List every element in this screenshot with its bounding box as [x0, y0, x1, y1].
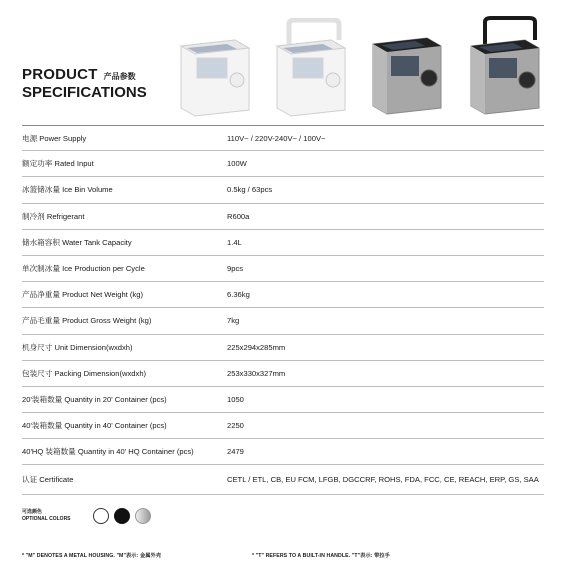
spec-row	[22, 465, 544, 495]
spec-row	[22, 335, 544, 361]
spec-row	[22, 177, 544, 203]
spec-label: 储水箱容积 Water Tank Capacity	[22, 237, 132, 247]
spec-value: 2479	[227, 447, 244, 457]
spec-label: 制冷剂 Refrigerant	[22, 211, 85, 221]
spec-row	[22, 282, 544, 308]
spec-value: 1050	[227, 394, 244, 404]
spec-value: 110V~ / 220V-240V~ / 100V~	[227, 133, 326, 143]
spec-label: 产品净重量 Product Net Weight (kg)	[22, 290, 143, 300]
footnote-built-in-handle: * "T" REFERS TO A BUILT-IN HANDLE. "T"表示: 带拉手	[252, 553, 390, 559]
spec-row	[22, 125, 544, 151]
title-product: PRODUCT	[22, 66, 98, 83]
ice-maker-white-handle-image	[271, 18, 351, 118]
ice-maker-silver-image	[367, 30, 447, 116]
spec-value: 7kg	[227, 316, 240, 326]
optional-colors-cn: 可选颜色	[22, 509, 43, 515]
spec-label: 认证 Certificate	[22, 475, 74, 485]
spec-row	[22, 151, 544, 177]
spec-table	[22, 125, 544, 495]
spec-label: 产品毛重量 Product Gross Weight (kg)	[22, 316, 152, 326]
title-cn: 产品参数	[103, 72, 136, 81]
ice-maker-white-image	[175, 36, 253, 118]
footnote-metal-housing: * "M" DENOTES A METAL HOUSING. "M"表示: 金属外壳	[22, 553, 162, 559]
product-images	[175, 14, 550, 114]
spec-value: 1.4L	[227, 237, 242, 247]
spec-row	[22, 308, 544, 334]
spec-label: 单次制冰量 Ice Production per Cycle	[22, 264, 145, 274]
title-specifications: SPECIFICATIONS	[22, 84, 147, 101]
spec-row	[22, 204, 544, 230]
spec-value: R600a	[227, 211, 250, 221]
spec-value: 253x330x327mm	[227, 368, 286, 378]
spec-label: 20'装箱数量 Quantity in 20' Container (pcs)	[22, 394, 167, 404]
spec-label: 包装尺寸 Packing Dimension(wxdxh)	[22, 368, 147, 378]
spec-row	[22, 230, 544, 256]
spec-header	[22, 66, 147, 101]
optional-colors-label	[22, 509, 88, 523]
spec-label: 40'装箱数量 Quantity in 40' Container (pcs)	[22, 421, 167, 431]
spec-value: 6.36kg	[227, 290, 250, 300]
spec-label: 40'HQ 装箱数量 Quantity in 40' HQ Container (pcs)	[22, 447, 194, 457]
spec-row	[22, 413, 544, 439]
ice-maker-silver-handle-image	[465, 16, 547, 116]
spec-value: 0.5kg / 63pcs	[227, 185, 273, 195]
spec-value: 225x294x285mm	[227, 342, 286, 352]
spec-row	[22, 256, 544, 282]
spec-label: 机身尺寸 Unit Dimension(wxdxh)	[22, 342, 133, 352]
spec-row	[22, 439, 544, 465]
spec-label: 额定功率 Rated Input	[22, 159, 94, 169]
optional-colors-en: OPTIONAL COLORS	[22, 516, 71, 522]
spec-value: 9pcs	[227, 264, 244, 274]
spec-value: 100W	[227, 159, 247, 169]
spec-value: 2250	[227, 421, 244, 431]
color-swatch-black	[114, 508, 130, 524]
spec-row	[22, 361, 544, 387]
spec-value: CETL / ETL, CB, EU FCM, LFGB, DGCCRF, ROHS, FDA, FCC, CE, REACH, ERP, GS, SAA	[227, 475, 539, 485]
spec-label: 冰篮储冰量 Ice Bin Volume	[22, 185, 113, 195]
spec-row	[22, 387, 544, 413]
spec-label: 电源 Power Supply	[22, 133, 87, 143]
optional-colors	[22, 508, 151, 524]
color-swatch-silver	[135, 508, 151, 524]
color-swatch-white	[93, 508, 109, 524]
